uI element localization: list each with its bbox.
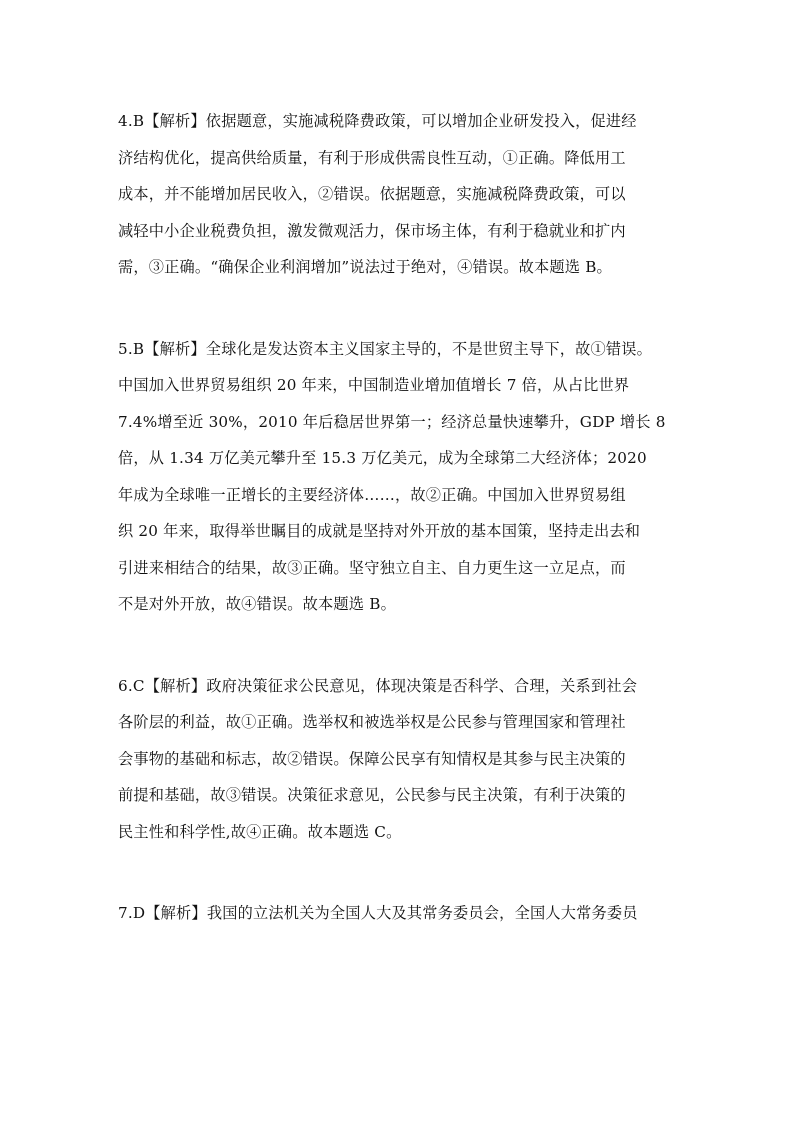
answer-7-explanation: 7.D【解析】我国的立法机关为全国人大及其常务委员会，全国人大常务委员 (118, 904, 638, 922)
answer-5-explanation: 5.B【解析】全球化是发达资本主义国家主导的，不是世贸主导下，故①错误。 中国加入世界贸易组织 20 年来，中国制造业增加值增长 7 倍，从占比世界 7.4%增至近 30%，2010 年后稳居世界第一；经济总量快速攀升，GDP 增长 8 倍，从 1.34 万亿美元攀升至 15.3 万亿美元，成为全球第二大经济体；2020 年成为全球唯一正增长的主要经济体……，故②正确。中国加入世界贸易组 织 20 年来，取得举世瞩目的成就是坚持对外开放的基本国策，坚持走出去和 引进来相结合的结果，故③正确。坚守独立自主、自力更生这一立足点，而 不是对外开放，故④错误。故本题选 B。 (118, 339, 666, 613)
answer-6-explanation: 6.C【解析】政府决策征求公民意见，体现决策是否科学、合理，关系到社会 各阶层的利益，故①正确。选举权和被选举权是公民参与管理国家和管理社 会事物的基础和标志，故②错误。保障公民享有知情权是其参与民主决策的 前提和基础，故③错误。决策征求意见，公民参与民主决策，有利于决策的 民主性和科学性,故④正确。故本题选 C。 (118, 676, 638, 841)
answer-explanations (118, 103, 678, 932)
answer-4-explanation: 4.B【解析】依据题意，实施减税降费政策，可以增加企业研发投入，促进经 济结构优化，提高供给质量，有利于形成供需良性互动，①正确。降低用工 成本，并不能增加居民收入，②错误。依据题意，实施减税降费政策，可以 减轻中小企业税费负担，激发微观活力，保市场主体，有利于稳就业和扩内 需，③正确。“确保企业利润增加”说法过于绝对，④错误。故本题选 B。 (118, 112, 637, 276)
